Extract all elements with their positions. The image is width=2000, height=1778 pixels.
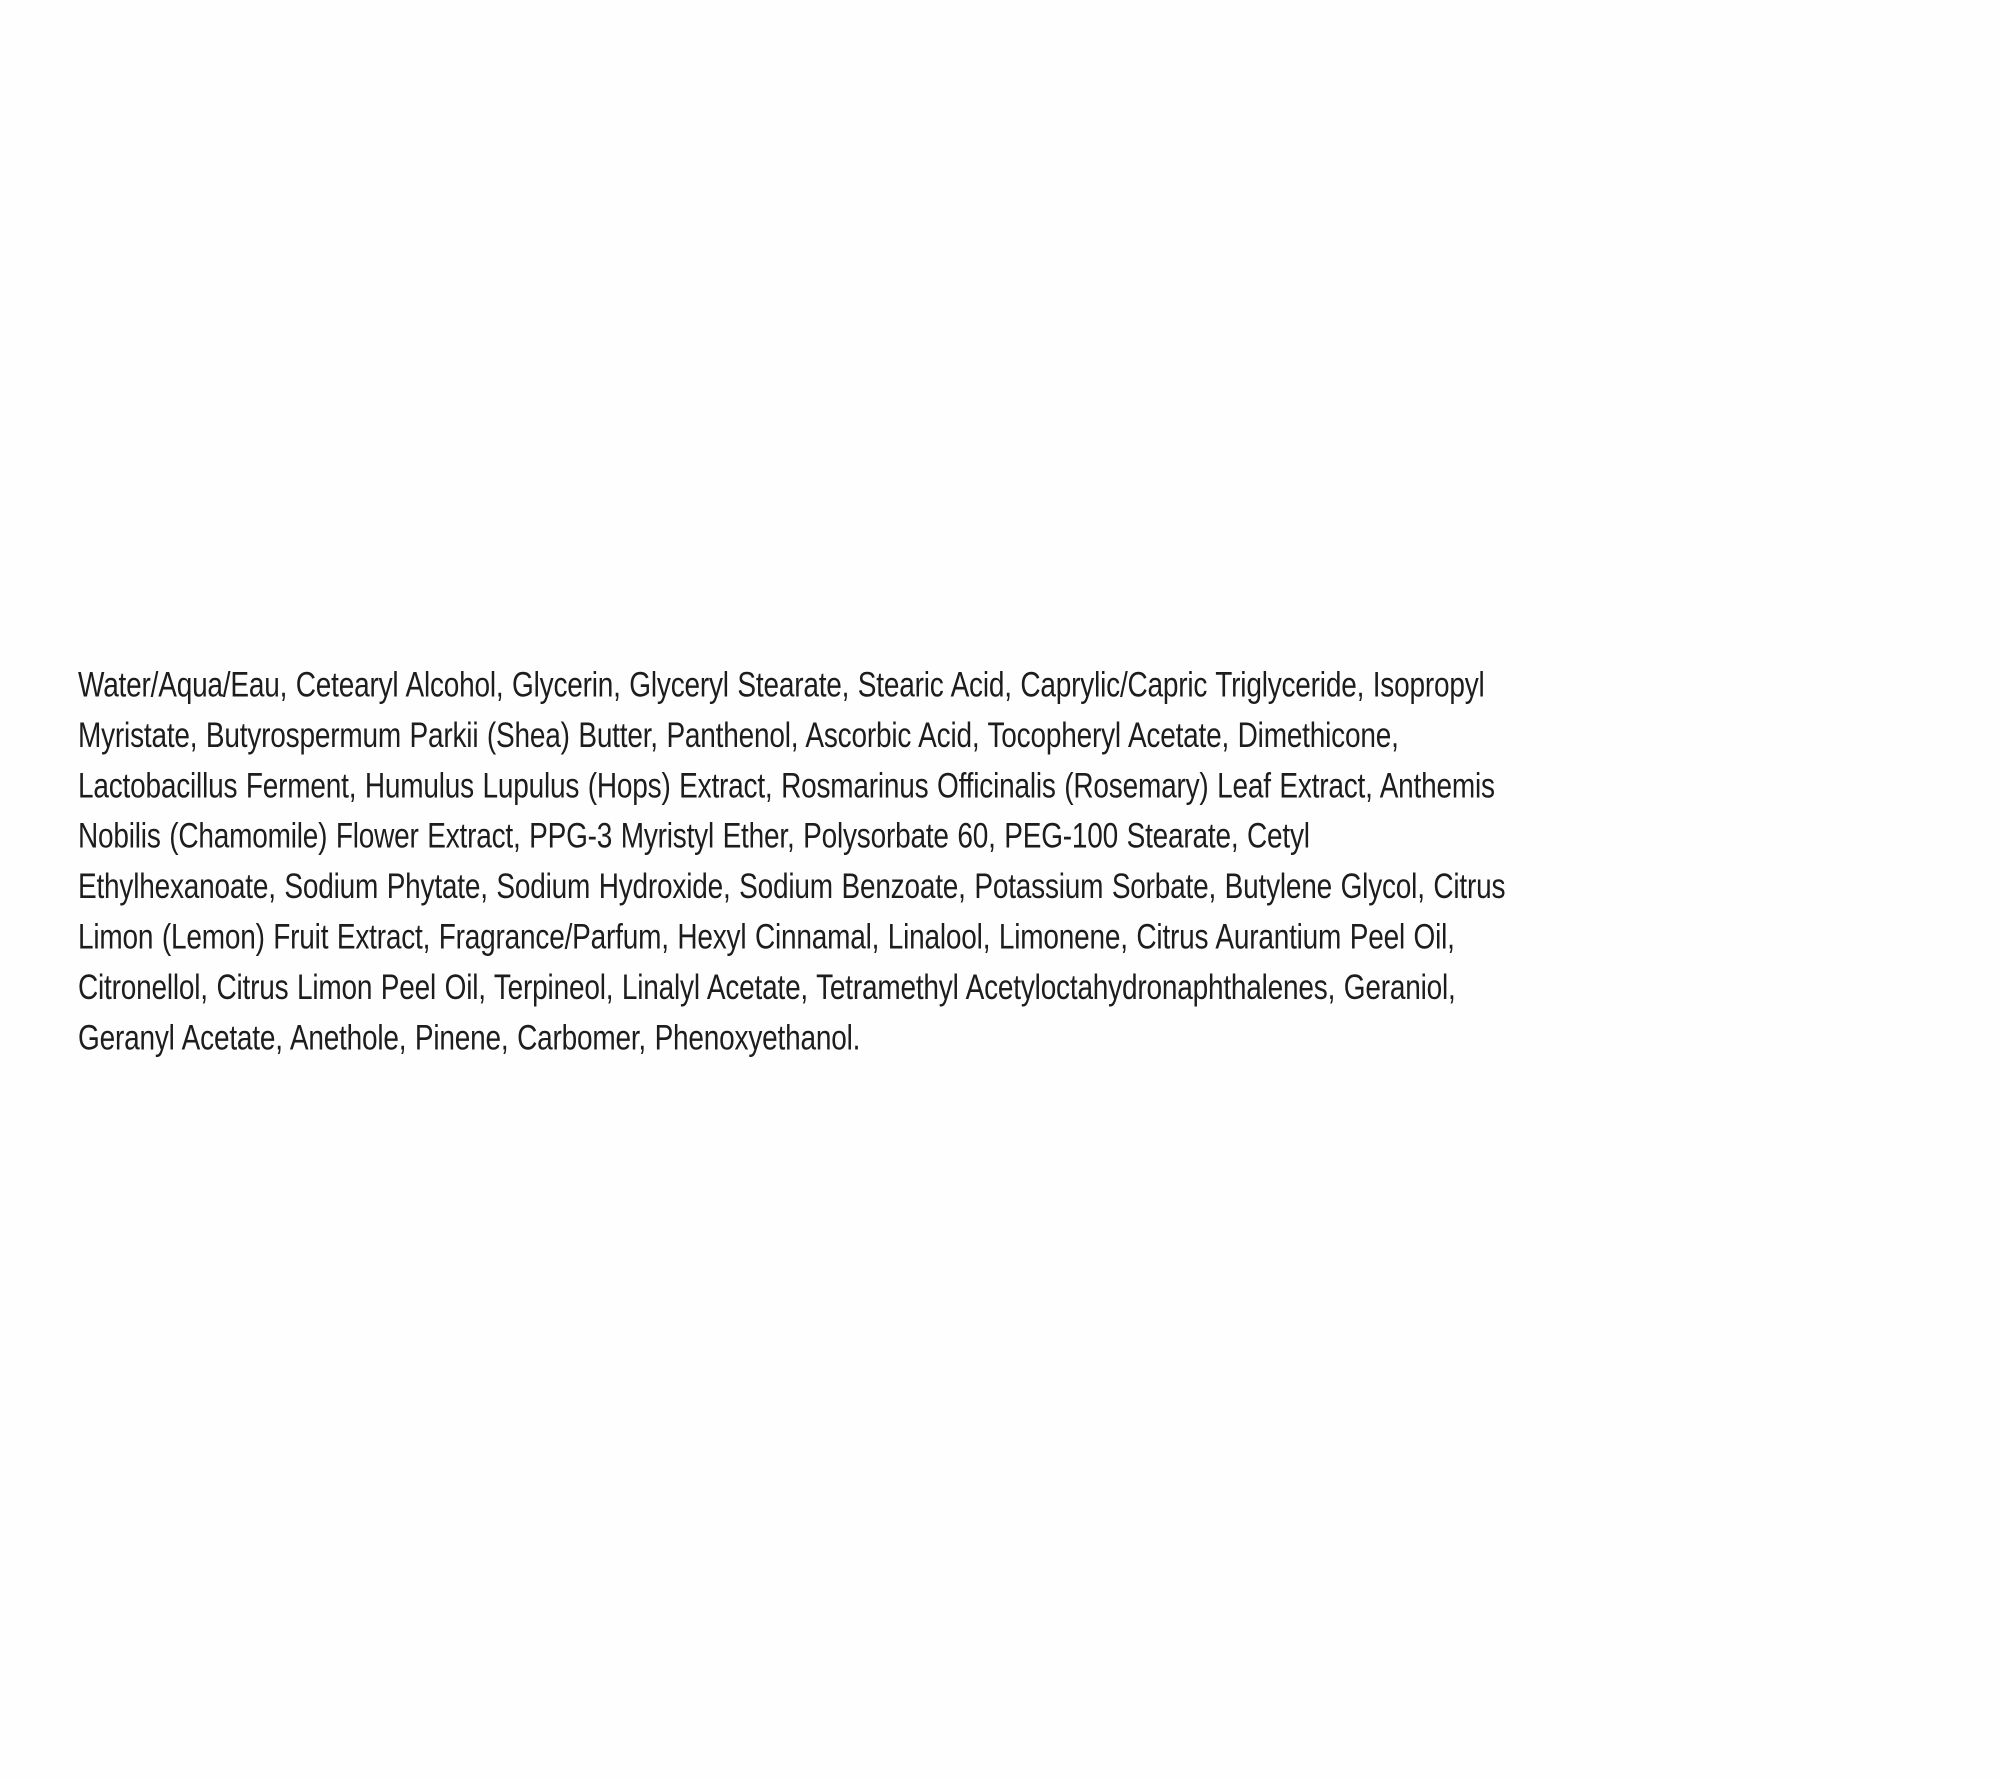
ingredients-list-text: Water/Aqua/Eau, Cetearyl Alcohol, Glycerin, Glyceryl Stearate, Stearic Acid, Caprylic/Capric Triglyceride, Isopropyl Myristate, Butyrospermum Parkii (Shea) Butter, Panthenol, Ascorbic Acid, Tocopheryl Acetate, Dimethicone, Lactobacillus Ferment, Humulus Lupulus (Hops) Extract, Rosmarinus Officinalis (Rosemary) Leaf Extract, Anthemis Nobilis (Chamomile) Flower Extract, PPG-3 Myristyl Ether, Polysorbate 60, PEG-100 Stearate, Cetyl Ethylhexanoate, Sodium Phytate, Sodium Hydroxide, Sodium Benzoate, Potassium Sorbate, Butylene Glycol, Citrus Limon (Lemon) Fruit Extract, Fragrance/Parfum, Hexyl Cinnamal, Linalool, Limonene, Citrus Aurantium Peel Oil, Citronellol, Citrus Limon Peel Oil, Terpineol, Linalyl Acetate, Tetramethyl Acetyloctahydronaphthalenes, Geraniol, Geranyl Acetate, Anethole, Pinene, Carbomer, Phenoxyethanol. [78, 665, 1506, 1057]
